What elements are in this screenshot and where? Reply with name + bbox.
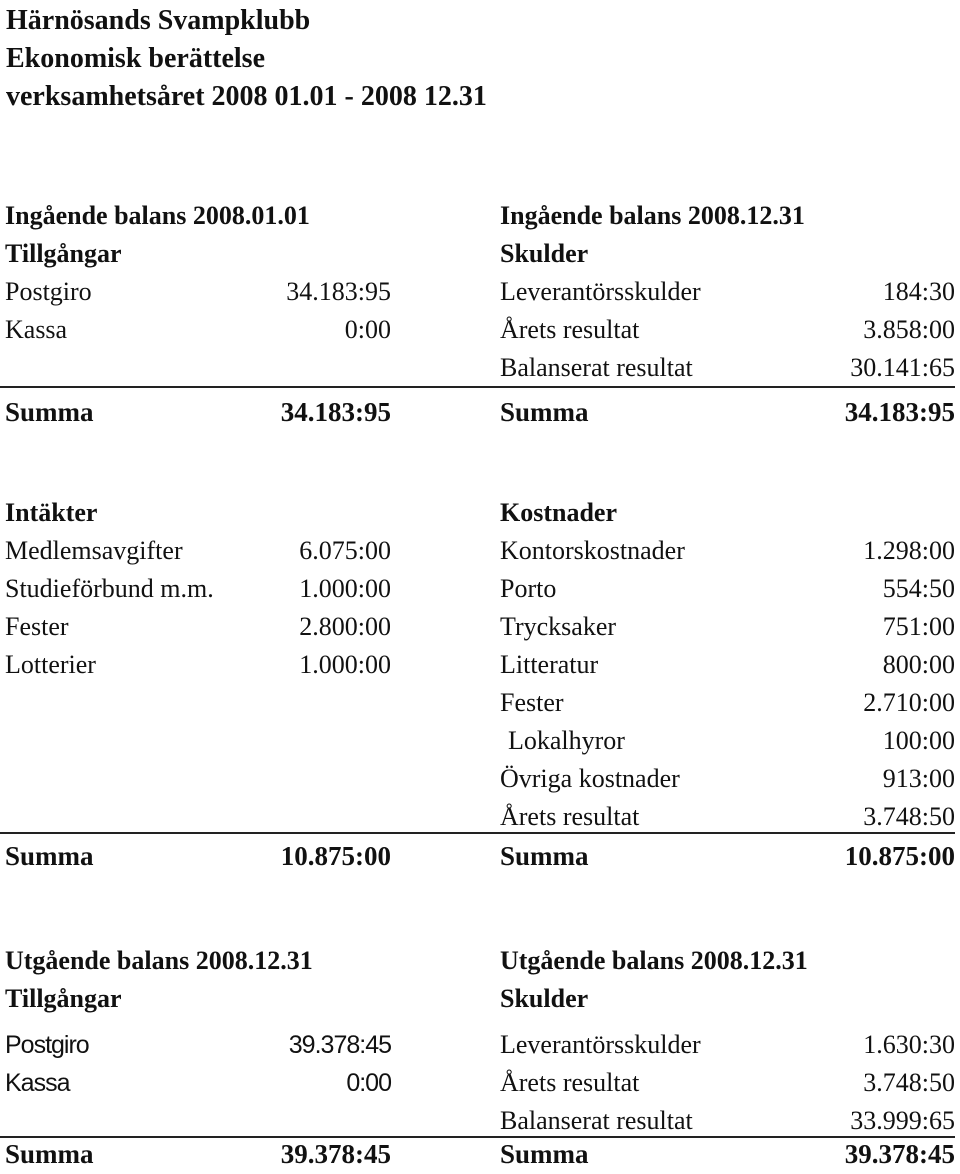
closing-assets-title	[5, 942, 391, 980]
row-label: Leverantörsskulder	[500, 1030, 701, 1059]
row-value: 1.000:00	[299, 574, 391, 603]
ledger-row	[5, 532, 391, 570]
row-value: 39.378:45	[288, 1031, 391, 1059]
row-label: Fester	[5, 612, 69, 641]
closing-liabilities-sum	[500, 1134, 955, 1174]
row-label: Årets resultat	[500, 1068, 640, 1097]
row-label: Fester	[500, 688, 564, 717]
row-value: 6.075:00	[299, 536, 391, 565]
row-value: 30.141:65	[850, 353, 955, 382]
row-label: Studieförbund m.m.	[5, 574, 214, 603]
ledger-row	[5, 273, 391, 311]
ledger-row	[5, 1026, 391, 1064]
row-label: Kontorskostnader	[500, 536, 685, 565]
row-label: Kassa	[5, 1069, 70, 1097]
opening-assets-title	[5, 197, 391, 235]
opening-assets-subtitle	[5, 235, 391, 273]
row-value: 2.710:00	[863, 688, 955, 717]
row-value: 800:00	[882, 650, 955, 679]
row-value: 1.000:00	[299, 650, 391, 679]
opening-liabilities-sum	[500, 392, 955, 432]
row-label: Leverantörsskulder	[500, 277, 701, 306]
costs-section	[500, 494, 955, 836]
section-subtitle: Tillgångar	[5, 984, 122, 1013]
ledger-row	[5, 608, 391, 646]
opening-sum-rule	[0, 386, 955, 388]
row-label: Årets resultat	[500, 315, 640, 344]
sum-label: Summa	[500, 397, 589, 427]
row-label: Porto	[500, 574, 557, 603]
ledger-row	[5, 311, 391, 349]
income-section	[5, 494, 391, 684]
row-value: 3.748:50	[863, 1068, 955, 1097]
row-value: 3.748:50	[863, 802, 955, 831]
costs-title	[500, 494, 955, 532]
row-label: Medlemsavgifter	[5, 536, 183, 565]
row-value: 0:00	[346, 1069, 391, 1097]
sum-label: Summa	[5, 397, 94, 427]
sum-value: 34.183:95	[280, 397, 391, 427]
ledger-row	[500, 722, 955, 760]
income-title	[5, 494, 391, 532]
section-title: Intäkter	[5, 498, 98, 527]
ledger-row	[500, 684, 955, 722]
ledger-row	[5, 570, 391, 608]
section-title: Kostnader	[500, 498, 617, 527]
sum-label: Summa	[5, 841, 94, 871]
ledger-row	[5, 1064, 391, 1102]
closing-liabilities-section	[500, 942, 955, 1140]
row-label: Litteratur	[500, 650, 599, 679]
document-header	[6, 2, 487, 116]
row-value: 34.183:95	[286, 277, 391, 306]
opening-liabilities-section	[500, 197, 955, 387]
row-label: Lotterier	[5, 650, 96, 679]
opening-assets-section	[5, 197, 391, 349]
row-label: Lokalhyror	[508, 726, 625, 755]
opening-liabilities-title	[500, 197, 955, 235]
row-label: Postgiro	[5, 1031, 89, 1059]
row-value: 33.999:65	[850, 1106, 955, 1135]
ledger-row	[500, 349, 955, 387]
closing-liabilities-subtitle	[500, 980, 955, 1018]
row-value: 100:00	[882, 726, 955, 755]
opening-liabilities-subtitle	[500, 235, 955, 273]
ledger-row	[500, 608, 955, 646]
sum-label: Summa	[500, 1139, 589, 1169]
row-label: Kassa	[5, 315, 68, 344]
sum-value: 10.875:00	[280, 841, 391, 871]
closing-liabilities-title	[500, 942, 955, 980]
section-title: Ingående balans 2008.12.31	[500, 201, 805, 230]
ledger-row	[500, 311, 955, 349]
row-value: 913:00	[882, 764, 955, 793]
section-subtitle: Skulder	[500, 984, 589, 1013]
row-label: Övriga kostnader	[500, 764, 680, 793]
sum-label: Summa	[500, 841, 589, 871]
row-value: 1.298:00	[863, 536, 955, 565]
ledger-row	[500, 532, 955, 570]
club-name: Härnösands Svampklubb	[6, 5, 311, 36]
sum-value: 39.378:45	[844, 1139, 955, 1169]
closing-assets-section	[5, 942, 391, 1102]
costs-sum	[500, 836, 955, 876]
closing-assets-subtitle	[5, 980, 391, 1018]
report-title: Ekonomisk berättelse	[6, 43, 265, 74]
section-subtitle: Skulder	[500, 239, 589, 268]
section-title: Utgående balans 2008.12.31	[5, 946, 313, 975]
row-value: 1.630:30	[863, 1030, 955, 1059]
sum-value: 34.183:95	[844, 397, 955, 427]
row-value: 3.858:00	[863, 315, 955, 344]
section-title: Utgående balans 2008.12.31	[500, 946, 808, 975]
ledger-row	[500, 646, 955, 684]
row-value: 554:50	[882, 574, 955, 603]
row-label: Postgiro	[5, 277, 92, 306]
ledger-row	[500, 798, 955, 836]
opening-assets-sum	[5, 392, 391, 432]
sum-label: Summa	[5, 1139, 94, 1169]
fiscal-year: verksamhetsåret 2008 01.01 - 2008 12.31	[6, 81, 487, 112]
sum-value: 39.378:45	[280, 1139, 391, 1169]
section-subtitle: Tillgångar	[5, 239, 122, 268]
sum-value: 10.875:00	[844, 841, 955, 871]
income-sum	[5, 836, 391, 876]
row-label: Trycksaker	[500, 612, 617, 641]
ledger-row	[500, 760, 955, 798]
result-sum-rule	[0, 832, 955, 834]
ledger-row	[500, 1064, 955, 1102]
row-label: Balanserat resultat	[500, 1106, 693, 1135]
row-label: Årets resultat	[500, 802, 640, 831]
row-value: 0:00	[344, 315, 391, 344]
ledger-row	[500, 570, 955, 608]
row-value: 2.800:00	[299, 612, 391, 641]
row-value: 184:30	[882, 277, 955, 306]
row-label: Balanserat resultat	[500, 353, 693, 382]
ledger-row	[500, 273, 955, 311]
closing-assets-sum	[5, 1134, 391, 1174]
ledger-row	[500, 1026, 955, 1064]
row-value: 751:00	[882, 612, 955, 641]
ledger-row	[5, 646, 391, 684]
section-title: Ingående balans 2008.01.01	[5, 201, 310, 230]
